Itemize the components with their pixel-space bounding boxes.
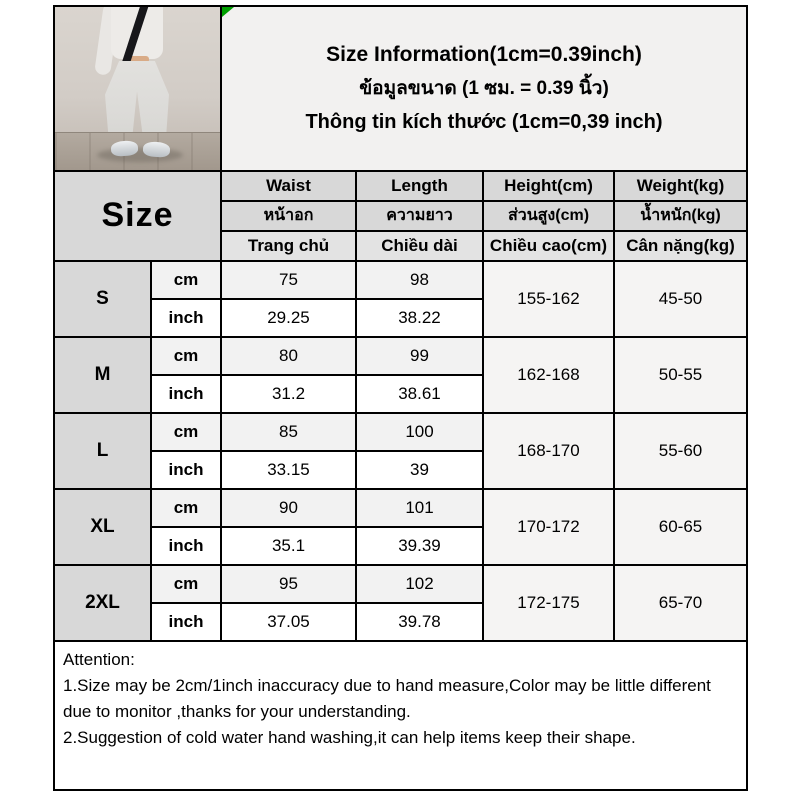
- col-header-height-en: Height(cm): [484, 172, 613, 200]
- row-xl-waist-cm: 90: [222, 490, 355, 526]
- col-header-length-en: Length: [357, 172, 482, 200]
- row-l-waist-inch: 33.15: [222, 452, 355, 488]
- title-block: [222, 7, 746, 170]
- row-s-waist-cm: 75: [222, 262, 355, 298]
- size-info-sheet: [53, 5, 748, 791]
- col-header-waist-vi: Trang chủ: [222, 232, 355, 260]
- col-header-weight-en: Weight(kg): [615, 172, 746, 200]
- row-2xl-unit-inch: inch: [152, 604, 220, 640]
- row-xl-size: XL: [55, 490, 150, 564]
- row-m-length-cm: 99: [357, 338, 482, 374]
- title-english: Size Information(1cm=0.39inch): [326, 43, 642, 66]
- row-s-weight: 45-50: [615, 262, 746, 336]
- row-xl-unit-cm: cm: [152, 490, 220, 526]
- col-header-weight-th: น้ำหนัก(kg): [615, 202, 746, 230]
- row-xl-unit-inch: inch: [152, 528, 220, 564]
- attention-line-2: 2.Suggestion of cold water hand washing,it can help items keep their shape.: [63, 728, 636, 747]
- row-l-unit-cm: cm: [152, 414, 220, 450]
- attention-line-1: 1.Size may be 2cm/1inch inaccuracy due to hand measure,Color may be little different due to monitor ,thanks for your understanding.: [63, 676, 711, 721]
- row-l-weight: 55-60: [615, 414, 746, 488]
- row-l-unit-inch: inch: [152, 452, 220, 488]
- right-sneaker: [143, 141, 171, 158]
- row-m-weight: 50-55: [615, 338, 746, 412]
- row-xl-waist-inch: 35.1: [222, 528, 355, 564]
- row-2xl-waist-cm: 95: [222, 566, 355, 602]
- col-header-height-th: ส่วนสูง(cm): [484, 202, 613, 230]
- floor-shadow: [97, 148, 183, 162]
- row-m-unit-inch: inch: [152, 376, 220, 412]
- row-xl-weight: 60-65: [615, 490, 746, 564]
- row-l-length-inch: 39: [357, 452, 482, 488]
- row-2xl-length-inch: 39.78: [357, 604, 482, 640]
- row-s-length-cm: 98: [357, 262, 482, 298]
- row-2xl-length-cm: 102: [357, 566, 482, 602]
- row-l-size: L: [55, 414, 150, 488]
- size-header-cell: Size: [55, 172, 220, 260]
- title-thai: ข้อมูลขนาด (1 ซม. = 0.39 นิ้ว): [359, 78, 609, 100]
- col-header-height-vi: Chiều cao(cm): [484, 232, 613, 260]
- gray-sweatpants: [105, 61, 169, 141]
- row-2xl-size: 2XL: [55, 566, 150, 640]
- col-header-waist-th: หน้าอก: [222, 202, 355, 230]
- row-m-waist-cm: 80: [222, 338, 355, 374]
- row-2xl-unit-cm: cm: [152, 566, 220, 602]
- title-vietnamese: Thông tin kích thước (1cm=0,39 inch): [305, 110, 663, 133]
- attention-heading: Attention:: [63, 650, 135, 669]
- product-photo: [55, 7, 220, 170]
- col-header-waist-en: Waist: [222, 172, 355, 200]
- attention-note: [55, 642, 746, 789]
- green-corner-flag-icon: [222, 7, 234, 17]
- col-header-length-vi: Chiều dài: [357, 232, 482, 260]
- row-2xl-weight: 65-70: [615, 566, 746, 640]
- row-l-height: 168-170: [484, 414, 613, 488]
- row-xl-height: 170-172: [484, 490, 613, 564]
- row-s-waist-inch: 29.25: [222, 300, 355, 336]
- row-xl-length-inch: 39.39: [357, 528, 482, 564]
- row-s-size: S: [55, 262, 150, 336]
- row-xl-length-cm: 101: [357, 490, 482, 526]
- row-2xl-height: 172-175: [484, 566, 613, 640]
- row-s-length-inch: 38.22: [357, 300, 482, 336]
- row-m-waist-inch: 31.2: [222, 376, 355, 412]
- row-2xl-waist-inch: 37.05: [222, 604, 355, 640]
- row-s-height: 155-162: [484, 262, 613, 336]
- col-header-length-th: ความยาว: [357, 202, 482, 230]
- row-l-length-cm: 100: [357, 414, 482, 450]
- row-l-waist-cm: 85: [222, 414, 355, 450]
- row-m-length-inch: 38.61: [357, 376, 482, 412]
- row-s-unit-cm: cm: [152, 262, 220, 298]
- row-m-unit-cm: cm: [152, 338, 220, 374]
- row-m-height: 162-168: [484, 338, 613, 412]
- row-s-unit-inch: inch: [152, 300, 220, 336]
- row-m-size: M: [55, 338, 150, 412]
- col-header-weight-vi: Cân nặng(kg): [615, 232, 746, 260]
